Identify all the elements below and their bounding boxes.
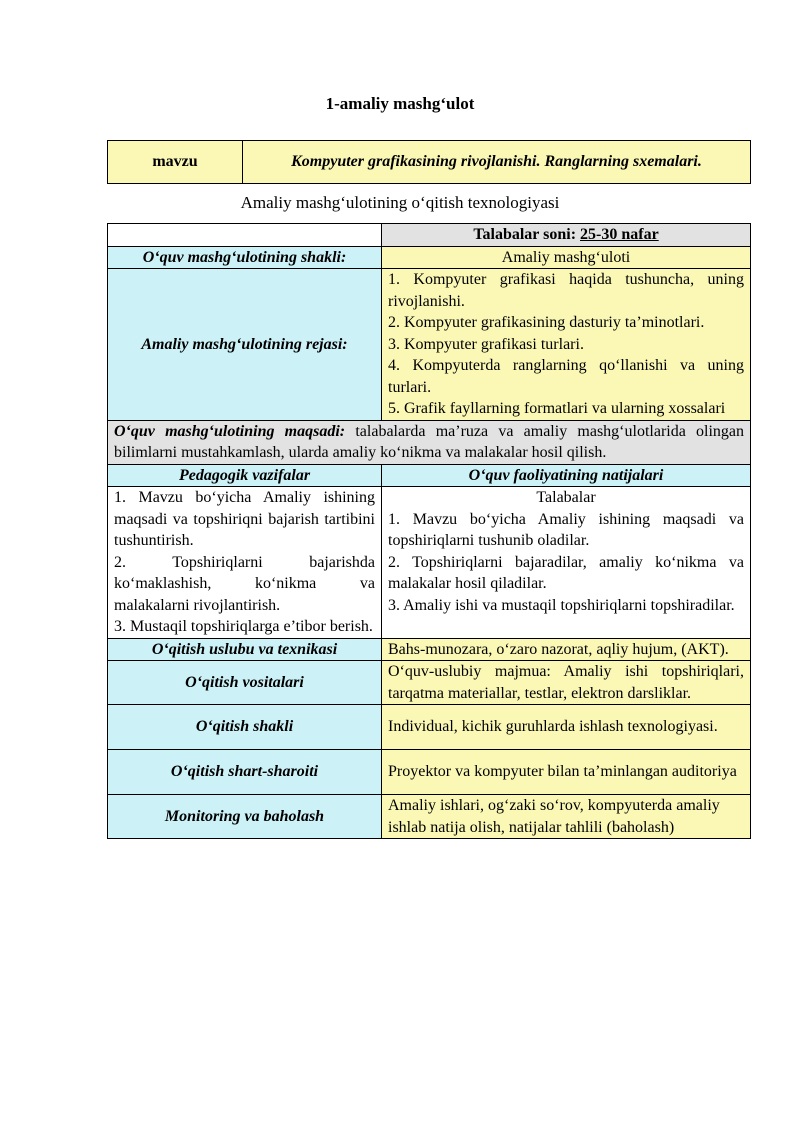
plan-item-2: 2. Kompyuter grafikasining dasturiy ta’minotlari. <box>388 314 705 331</box>
monitoring-label: Monitoring va baholash <box>108 795 382 839</box>
goal-cell <box>108 420 751 464</box>
task-item-3: 3. Mustaqil topshiriqlarga e’tibor berish. <box>114 618 373 635</box>
method-row <box>108 638 751 661</box>
tasks-row <box>108 487 751 639</box>
lesson-table <box>107 223 751 839</box>
topic-label: mavzu <box>108 141 243 184</box>
tasks-right <box>382 487 751 639</box>
students-value: 25-30 nafar <box>580 226 659 243</box>
method-value: Bahs-munozara, o‘zaro nazorat, aqliy hujum, (AKT). <box>382 638 751 661</box>
plan-label: Amaliy mashg‘ulotining rejasi: <box>108 269 382 421</box>
result-item-2: 2. Topshiriqlarni bajaradilar, amaliy ko‘nikma va malakalar hosil qiladilar. <box>388 553 744 592</box>
conditions-value: Proyektor va kompyuter bilan ta’minlangan auditoriya <box>382 750 751 795</box>
plan-item-5: 5. Grafik fayllarning formatlari va ularning xossalari <box>388 400 726 417</box>
monitoring-row <box>108 795 751 839</box>
tools-value: O‘quv-uslubiy majmua: Amaliy ishi topshiriqlari, tarqatma materiallar, testlar, elektron darsliklar. <box>382 661 751 705</box>
students-label: Talabalar soni: <box>473 226 577 243</box>
task-item-2: 2. Topshiriqlarni bajarishda ko‘maklashish, ko‘nikma va malakalarni rivojlantirish. <box>114 553 375 614</box>
goal-text: talabalarda ma’ruza va amaliy mashg‘ulotlarida olingan bilimlarni mustahkamlash, ularda amaliy ko‘nikma va malakalar hosil qilish. <box>114 422 745 461</box>
students-row <box>108 224 751 247</box>
plan-item-3: 3. Kompyuter grafikasi turlari. <box>388 335 584 353</box>
method-label: O‘qitish uslubu va texnikasi <box>108 638 382 661</box>
topic-row <box>108 141 751 184</box>
tasks-header-right: O‘quv faoliyatining natijalari <box>382 464 751 487</box>
tools-label: O‘qitish vositalari <box>108 661 382 705</box>
result-item-1: 1. Mavzu bo‘yicha Amaliy ishining maqsadi va topshiriqlarni tushunib oladilar. <box>388 510 744 549</box>
page-title: 1-amaliy mashg‘ulot <box>325 94 475 113</box>
plan-row <box>108 269 751 421</box>
conditions-label: O‘qitish shart-sharoiti <box>108 750 382 795</box>
teaching-form-row <box>108 705 751 750</box>
students-empty-cell <box>108 224 382 247</box>
teaching-form-value: Individual, kichik guruhlarda ishlash texnologiyasi. <box>382 705 751 750</box>
form-row <box>108 246 751 269</box>
task-item-1: 1. Mavzu bo‘yicha Amaliy ishining maqsadi va topshiriqni bajarish tartibini tushuntirish. <box>114 489 375 549</box>
result-item-3: 3. Amaliy ishi va mustaqil topshiriqlarni topshiradilar. <box>388 596 735 614</box>
plan-item-4: 4. Kompyuterda ranglarning qo‘llanishi va uning turlari. <box>388 357 744 396</box>
topic-value: Kompyuter grafikasining rivojlanishi. Ranglarning sxemalari. <box>243 141 751 184</box>
tasks-header-row <box>108 464 751 487</box>
results-heading: Talabalar <box>536 489 596 506</box>
goal-row <box>108 420 751 464</box>
plan-item-1: 1. Kompyuter grafikasi haqida tushuncha, uning rivojlanishi. <box>388 271 744 310</box>
tasks-header-left: Pedagogik vazifalar <box>108 464 382 487</box>
form-label: O‘quv mashg‘ulotining shakli: <box>108 246 382 269</box>
form-value: Amaliy mashg‘uloti <box>382 246 751 269</box>
subtitle: Amaliy mashg‘ulotining o‘qitish texnologiyasi <box>240 193 560 212</box>
monitoring-value: Amaliy ishlari, og‘zaki so‘rov, kompyuterda amaliy ishlab natija olish, natijalar tahlili (baholash) <box>382 795 751 839</box>
goal-label: O‘quv mashg‘ulotining maqsadi: <box>114 422 346 440</box>
teaching-form-label: O‘qitish shakli <box>108 705 382 750</box>
conditions-row <box>108 750 751 795</box>
topic-table <box>107 140 751 184</box>
plan-list <box>382 269 751 421</box>
tools-row <box>108 661 751 705</box>
students-cell <box>382 224 751 247</box>
tasks-left <box>108 487 382 639</box>
